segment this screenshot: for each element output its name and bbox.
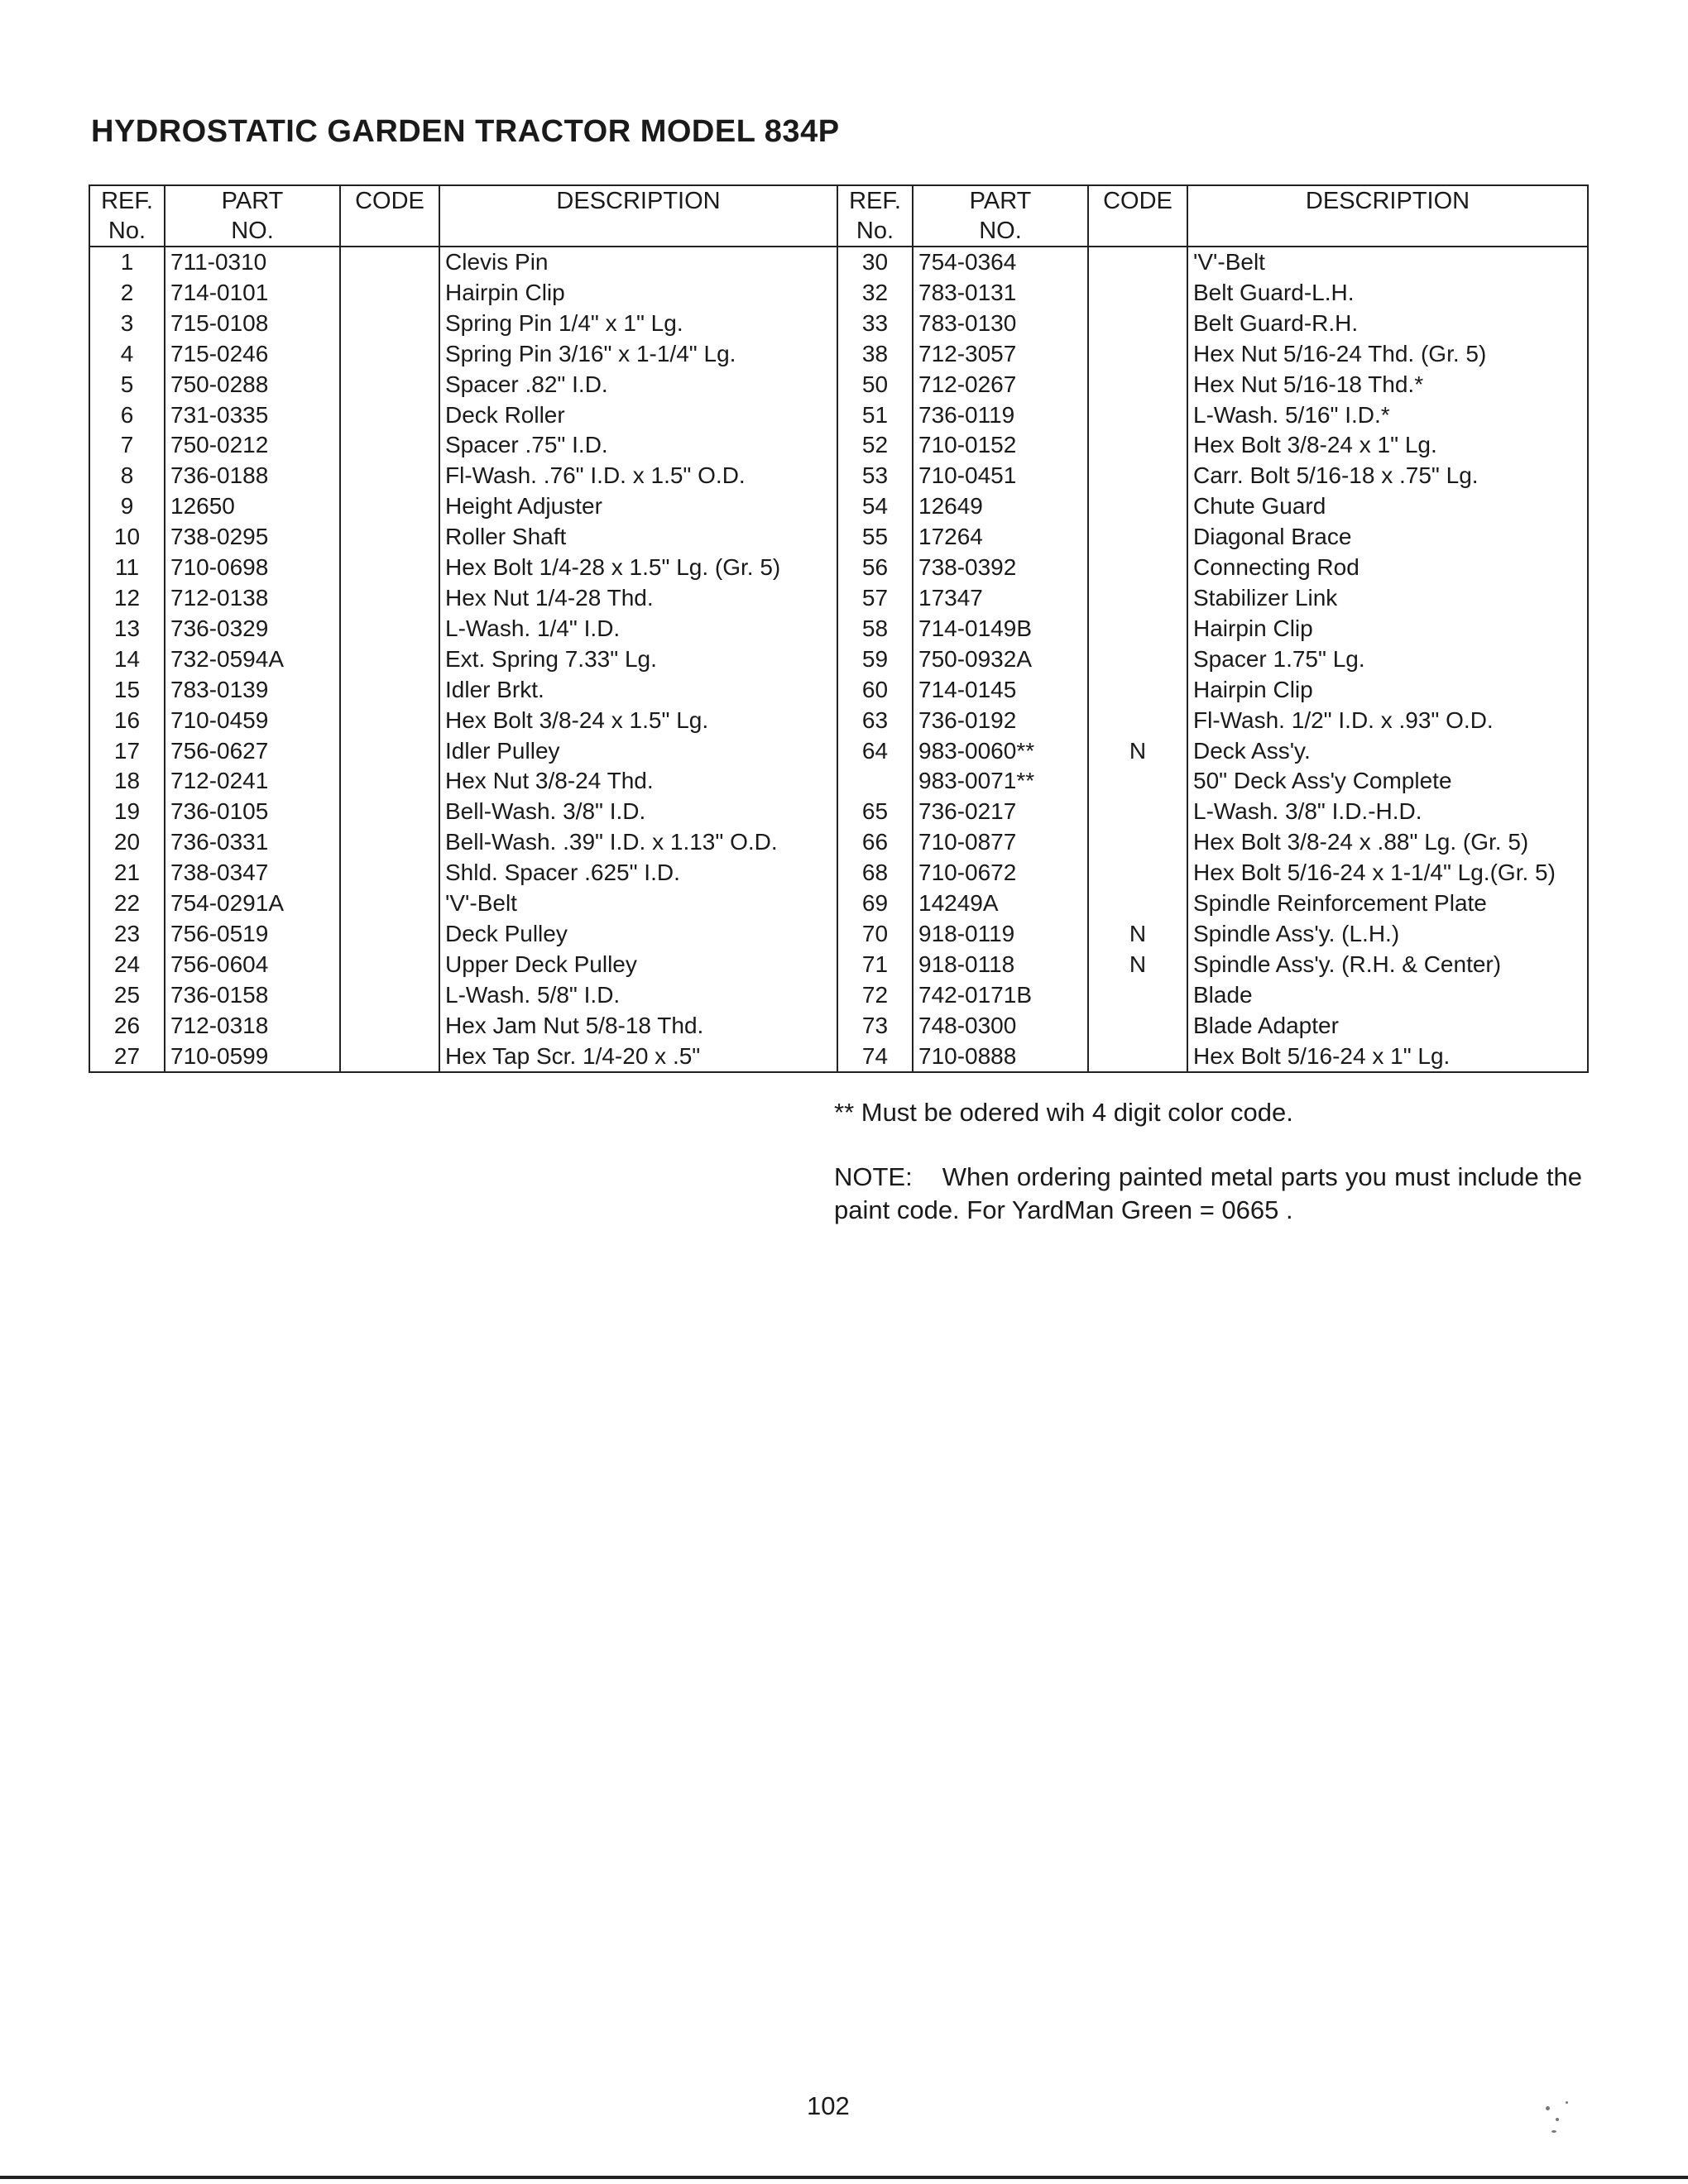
table-row xyxy=(89,491,1588,522)
part-cell-left: 738-0347 xyxy=(165,858,340,888)
part-cell-right: 736-0119 xyxy=(913,400,1088,431)
description-cell-left: Shld. Spacer .625" I.D. xyxy=(439,858,837,888)
header-part-right: PART NO. xyxy=(913,185,1088,247)
code-cell-left xyxy=(340,766,439,797)
part-cell-right: 712-0267 xyxy=(913,370,1088,400)
ref-cell-left: 17 xyxy=(89,736,165,767)
ref-cell-right: 54 xyxy=(837,491,913,522)
description-cell-left: Ext. Spring 7.33" Lg. xyxy=(439,644,837,675)
code-cell-left xyxy=(340,430,439,461)
description-cell-right: Belt Guard-R.H. xyxy=(1187,309,1588,339)
scan-speck xyxy=(1551,2130,1556,2133)
ref-cell-right: 69 xyxy=(837,888,913,919)
description-cell-left: L-Wash. 1/4" I.D. xyxy=(439,614,837,644)
code-cell-right xyxy=(1088,797,1187,827)
scan-speck xyxy=(1546,2106,1550,2110)
description-cell-left: L-Wash. 5/8" I.D. xyxy=(439,980,837,1011)
part-cell-right: 742-0171B xyxy=(913,980,1088,1011)
code-cell-left xyxy=(340,858,439,888)
description-cell-left: Roller Shaft xyxy=(439,522,837,553)
part-cell-left: 12650 xyxy=(165,491,340,522)
table-row xyxy=(89,706,1588,736)
ref-cell-left: 8 xyxy=(89,461,165,491)
table-header-row xyxy=(89,185,1588,247)
description-cell-right: L-Wash. 5/16" I.D.* xyxy=(1187,400,1588,431)
ref-cell-left: 27 xyxy=(89,1042,165,1073)
header-code-left: CODE xyxy=(340,185,439,247)
description-cell-left: Upper Deck Pulley xyxy=(439,950,837,980)
description-cell-right: Stabilizer Link xyxy=(1187,583,1588,614)
bottom-rule xyxy=(0,2176,1688,2179)
code-cell-right xyxy=(1088,309,1187,339)
code-cell-right xyxy=(1088,644,1187,675)
part-cell-left: 736-0188 xyxy=(165,461,340,491)
ref-cell-left: 12 xyxy=(89,583,165,614)
ref-cell-right: 64 xyxy=(837,736,913,767)
ref-cell-right: 57 xyxy=(837,583,913,614)
description-cell-right: Hex Bolt 5/16-24 x 1" Lg. xyxy=(1187,1042,1588,1073)
description-cell-right: Connecting Rod xyxy=(1187,553,1588,583)
table-row xyxy=(89,309,1588,339)
table-row xyxy=(89,919,1588,950)
description-cell-left: Deck Pulley xyxy=(439,919,837,950)
description-cell-right: Spindle Ass'y. (L.H.) xyxy=(1187,919,1588,950)
part-cell-right: 983-0071** xyxy=(913,766,1088,797)
parts-table xyxy=(89,184,1589,1073)
header-part-left: PART NO. xyxy=(165,185,340,247)
ref-cell-right: 65 xyxy=(837,797,913,827)
ref-cell-right: 58 xyxy=(837,614,913,644)
part-cell-left: 712-0318 xyxy=(165,1011,340,1042)
table-row xyxy=(89,950,1588,980)
ref-cell-right: 51 xyxy=(837,400,913,431)
part-cell-right: 12649 xyxy=(913,491,1088,522)
code-cell-left xyxy=(340,827,439,858)
description-cell-right: Chute Guard xyxy=(1187,491,1588,522)
part-cell-left: 736-0329 xyxy=(165,614,340,644)
ref-cell-left: 18 xyxy=(89,766,165,797)
table-row xyxy=(89,858,1588,888)
description-cell-left: Spring Pin 1/4" x 1" Lg. xyxy=(439,309,837,339)
code-cell-left xyxy=(340,370,439,400)
code-cell-left xyxy=(340,1042,439,1073)
ref-cell-left: 6 xyxy=(89,400,165,431)
scan-speck xyxy=(1556,2118,1559,2121)
table-row xyxy=(89,1011,1588,1042)
part-cell-right: 17264 xyxy=(913,522,1088,553)
description-cell-left: Spacer .75" I.D. xyxy=(439,430,837,461)
description-cell-left: Clevis Pin xyxy=(439,247,837,278)
part-cell-left: 710-0698 xyxy=(165,553,340,583)
code-cell-right xyxy=(1088,400,1187,431)
part-cell-right: 710-0877 xyxy=(913,827,1088,858)
ref-cell-left: 26 xyxy=(89,1011,165,1042)
description-cell-right: Deck Ass'y. xyxy=(1187,736,1588,767)
page-title: HYDROSTATIC GARDEN TRACTOR MODEL 834P xyxy=(91,114,840,149)
ref-cell-right: 55 xyxy=(837,522,913,553)
description-cell-right: Blade Adapter xyxy=(1187,1011,1588,1042)
part-cell-left: 756-0627 xyxy=(165,736,340,767)
description-cell-left: Height Adjuster xyxy=(439,491,837,522)
code-cell-right xyxy=(1088,858,1187,888)
code-cell-right xyxy=(1088,278,1187,309)
description-cell-left: 'V'-Belt xyxy=(439,888,837,919)
part-cell-right: 783-0130 xyxy=(913,309,1088,339)
table-row xyxy=(89,797,1588,827)
code-cell-right xyxy=(1088,370,1187,400)
description-cell-left: Spacer .82" I.D. xyxy=(439,370,837,400)
ref-cell-left: 24 xyxy=(89,950,165,980)
description-cell-left: Spring Pin 3/16" x 1-1/4" Lg. xyxy=(439,339,837,370)
description-cell-right: Belt Guard-L.H. xyxy=(1187,278,1588,309)
part-cell-right: 710-0152 xyxy=(913,430,1088,461)
description-cell-right: 'V'-Belt xyxy=(1187,247,1588,278)
ref-cell-right: 70 xyxy=(837,919,913,950)
ref-cell-right xyxy=(837,766,913,797)
table-row xyxy=(89,247,1588,278)
description-cell-left: Hairpin Clip xyxy=(439,278,837,309)
description-cell-left: Idler Brkt. xyxy=(439,675,837,706)
header-description-right: DESCRIPTION xyxy=(1187,185,1588,247)
ref-cell-right: 74 xyxy=(837,1042,913,1073)
code-cell-left xyxy=(340,950,439,980)
description-cell-right: Carr. Bolt 5/16-18 x .75" Lg. xyxy=(1187,461,1588,491)
paint-code-note xyxy=(834,1161,1582,1227)
description-cell-left: Hex Tap Scr. 1/4-20 x .5" xyxy=(439,1042,837,1073)
code-cell-left xyxy=(340,919,439,950)
code-cell-right xyxy=(1088,706,1187,736)
description-cell-left: Fl-Wash. .76" I.D. x 1.5" O.D. xyxy=(439,461,837,491)
table-row xyxy=(89,736,1588,767)
description-cell-left: Bell-Wash. 3/8" I.D. xyxy=(439,797,837,827)
table-row xyxy=(89,553,1588,583)
table-row xyxy=(89,522,1588,553)
code-cell-right xyxy=(1088,430,1187,461)
code-cell-left xyxy=(340,675,439,706)
part-cell-left: 710-0599 xyxy=(165,1042,340,1073)
part-cell-left: 712-0241 xyxy=(165,766,340,797)
code-cell-right xyxy=(1088,675,1187,706)
table-row xyxy=(89,430,1588,461)
part-cell-right: 736-0192 xyxy=(913,706,1088,736)
ref-cell-left: 14 xyxy=(89,644,165,675)
code-cell-left xyxy=(340,797,439,827)
part-cell-right: 750-0932A xyxy=(913,644,1088,675)
description-cell-right: Blade xyxy=(1187,980,1588,1011)
ref-cell-right: 32 xyxy=(837,278,913,309)
code-cell-right xyxy=(1088,980,1187,1011)
part-cell-left: 756-0519 xyxy=(165,919,340,950)
description-cell-left: Hex Bolt 1/4-28 x 1.5" Lg. (Gr. 5) xyxy=(439,553,837,583)
description-cell-left: Hex Nut 3/8-24 Thd. xyxy=(439,766,837,797)
description-cell-right: Diagonal Brace xyxy=(1187,522,1588,553)
ref-cell-left: 4 xyxy=(89,339,165,370)
ref-cell-right: 38 xyxy=(837,339,913,370)
part-cell-left: 738-0295 xyxy=(165,522,340,553)
part-cell-left: 736-0105 xyxy=(165,797,340,827)
code-cell-right xyxy=(1088,461,1187,491)
ref-cell-right: 68 xyxy=(837,858,913,888)
ref-cell-left: 2 xyxy=(89,278,165,309)
code-cell-left xyxy=(340,888,439,919)
part-cell-right: 783-0131 xyxy=(913,278,1088,309)
ref-cell-right: 60 xyxy=(837,675,913,706)
ref-cell-left: 5 xyxy=(89,370,165,400)
code-cell-right xyxy=(1088,888,1187,919)
part-cell-left: 711-0310 xyxy=(165,247,340,278)
code-cell-left xyxy=(340,1011,439,1042)
ref-cell-right: 56 xyxy=(837,553,913,583)
description-cell-right: Hex Bolt 5/16-24 x 1-1/4" Lg.(Gr. 5) xyxy=(1187,858,1588,888)
part-cell-left: 756-0604 xyxy=(165,950,340,980)
code-cell-right xyxy=(1088,1011,1187,1042)
description-cell-right: Spindle Reinforcement Plate xyxy=(1187,888,1588,919)
ref-cell-left: 3 xyxy=(89,309,165,339)
code-cell-left xyxy=(340,309,439,339)
ref-cell-left: 15 xyxy=(89,675,165,706)
part-cell-right: 918-0118 xyxy=(913,950,1088,980)
code-cell-right xyxy=(1088,339,1187,370)
ref-cell-right: 30 xyxy=(837,247,913,278)
ref-cell-right: 73 xyxy=(837,1011,913,1042)
code-cell-left xyxy=(340,278,439,309)
scan-speck xyxy=(1566,2101,1568,2104)
part-cell-right: 983-0060** xyxy=(913,736,1088,767)
part-cell-left: 736-0331 xyxy=(165,827,340,858)
ref-cell-left: 21 xyxy=(89,858,165,888)
ref-cell-left: 1 xyxy=(89,247,165,278)
description-cell-right: Fl-Wash. 1/2" I.D. x .93" O.D. xyxy=(1187,706,1588,736)
description-cell-right: Hairpin Clip xyxy=(1187,675,1588,706)
ref-cell-right: 33 xyxy=(837,309,913,339)
ref-cell-left: 22 xyxy=(89,888,165,919)
part-cell-right: 710-0451 xyxy=(913,461,1088,491)
part-cell-left: 736-0158 xyxy=(165,980,340,1011)
description-cell-left: Idler Pulley xyxy=(439,736,837,767)
code-cell-right xyxy=(1088,491,1187,522)
description-cell-right: Hex Bolt 3/8-24 x .88" Lg. (Gr. 5) xyxy=(1187,827,1588,858)
part-cell-left: 712-0138 xyxy=(165,583,340,614)
ref-cell-left: 9 xyxy=(89,491,165,522)
part-cell-left: 715-0246 xyxy=(165,339,340,370)
description-cell-left: Hex Jam Nut 5/8-18 Thd. xyxy=(439,1011,837,1042)
part-cell-right: 17347 xyxy=(913,583,1088,614)
part-cell-left: 710-0459 xyxy=(165,706,340,736)
ref-cell-left: 23 xyxy=(89,919,165,950)
code-cell-right xyxy=(1088,827,1187,858)
description-cell-right: Spindle Ass'y. (R.H. & Center) xyxy=(1187,950,1588,980)
ref-cell-left: 13 xyxy=(89,614,165,644)
description-cell-right: 50" Deck Ass'y Complete xyxy=(1187,766,1588,797)
ref-cell-left: 25 xyxy=(89,980,165,1011)
code-cell-right xyxy=(1088,614,1187,644)
description-cell-left: Bell-Wash. .39" I.D. x 1.13" O.D. xyxy=(439,827,837,858)
description-cell-right: Hex Nut 5/16-18 Thd.* xyxy=(1187,370,1588,400)
ref-cell-right: 59 xyxy=(837,644,913,675)
table-row xyxy=(89,1042,1588,1073)
code-cell-left xyxy=(340,553,439,583)
description-cell-right: Spacer 1.75" Lg. xyxy=(1187,644,1588,675)
part-cell-left: 732-0594A xyxy=(165,644,340,675)
ref-cell-right: 66 xyxy=(837,827,913,858)
description-cell-left: Hex Bolt 3/8-24 x 1.5" Lg. xyxy=(439,706,837,736)
ref-cell-right: 52 xyxy=(837,430,913,461)
table-row xyxy=(89,980,1588,1011)
note-text: When ordering painted metal parts you must include the paint code. For YardMan Green = 0665 . xyxy=(834,1162,1582,1224)
code-cell-left xyxy=(340,706,439,736)
code-cell-right xyxy=(1088,522,1187,553)
part-cell-right: 710-0888 xyxy=(913,1042,1088,1073)
part-cell-right: 748-0300 xyxy=(913,1011,1088,1042)
code-cell-right xyxy=(1088,553,1187,583)
code-cell-left xyxy=(340,644,439,675)
code-cell-left xyxy=(340,980,439,1011)
header-ref-right: REF. No. xyxy=(837,185,913,247)
description-cell-right: Hairpin Clip xyxy=(1187,614,1588,644)
part-cell-right: 738-0392 xyxy=(913,553,1088,583)
description-cell-left: Hex Nut 1/4-28 Thd. xyxy=(439,583,837,614)
part-cell-right: 712-3057 xyxy=(913,339,1088,370)
code-cell-left xyxy=(340,614,439,644)
header-code-right: CODE xyxy=(1088,185,1187,247)
part-cell-left: 731-0335 xyxy=(165,400,340,431)
table-row xyxy=(89,675,1588,706)
code-cell-right xyxy=(1088,766,1187,797)
color-code-footnote: ** Must be odered wih 4 digit color code. xyxy=(834,1098,1293,1127)
ref-cell-left: 10 xyxy=(89,522,165,553)
description-cell-right: Hex Bolt 3/8-24 x 1" Lg. xyxy=(1187,430,1588,461)
code-cell-right xyxy=(1088,583,1187,614)
code-cell-left xyxy=(340,339,439,370)
part-cell-right: 714-0149B xyxy=(913,614,1088,644)
code-cell-left xyxy=(340,491,439,522)
code-cell-right: N xyxy=(1088,919,1187,950)
code-cell-left xyxy=(340,522,439,553)
page-number: 102 xyxy=(807,2091,850,2120)
table-row xyxy=(89,827,1588,858)
description-cell-left: Deck Roller xyxy=(439,400,837,431)
ref-cell-right: 71 xyxy=(837,950,913,980)
ref-cell-left: 11 xyxy=(89,553,165,583)
part-cell-right: 918-0119 xyxy=(913,919,1088,950)
ref-cell-left: 7 xyxy=(89,430,165,461)
part-cell-left: 750-0288 xyxy=(165,370,340,400)
ref-cell-left: 19 xyxy=(89,797,165,827)
header-description-left: DESCRIPTION xyxy=(439,185,837,247)
description-cell-right: Hex Nut 5/16-24 Thd. (Gr. 5) xyxy=(1187,339,1588,370)
table-row xyxy=(89,614,1588,644)
part-cell-left: 714-0101 xyxy=(165,278,340,309)
ref-cell-left: 16 xyxy=(89,706,165,736)
ref-cell-right: 72 xyxy=(837,980,913,1011)
table-row xyxy=(89,339,1588,370)
ref-cell-right: 50 xyxy=(837,370,913,400)
table-row xyxy=(89,766,1588,797)
code-cell-right xyxy=(1088,1042,1187,1073)
code-cell-left xyxy=(340,461,439,491)
code-cell-left xyxy=(340,400,439,431)
table-row xyxy=(89,278,1588,309)
part-cell-left: 783-0139 xyxy=(165,675,340,706)
code-cell-left xyxy=(340,583,439,614)
table-row xyxy=(89,888,1588,919)
table-row xyxy=(89,461,1588,491)
ref-cell-right: 53 xyxy=(837,461,913,491)
code-cell-right xyxy=(1088,247,1187,278)
code-cell-right: N xyxy=(1088,736,1187,767)
code-cell-right: N xyxy=(1088,950,1187,980)
table-row xyxy=(89,583,1588,614)
code-cell-left xyxy=(340,247,439,278)
note-label: NOTE: xyxy=(834,1162,913,1191)
part-cell-right: 736-0217 xyxy=(913,797,1088,827)
part-cell-right: 714-0145 xyxy=(913,675,1088,706)
ref-cell-left: 20 xyxy=(89,827,165,858)
part-cell-left: 750-0212 xyxy=(165,430,340,461)
part-cell-left: 715-0108 xyxy=(165,309,340,339)
part-cell-left: 754-0291A xyxy=(165,888,340,919)
table-row xyxy=(89,400,1588,431)
part-cell-right: 710-0672 xyxy=(913,858,1088,888)
part-cell-right: 754-0364 xyxy=(913,247,1088,278)
ref-cell-right: 63 xyxy=(837,706,913,736)
part-cell-right: 14249A xyxy=(913,888,1088,919)
table-row xyxy=(89,370,1588,400)
table-row xyxy=(89,644,1588,675)
code-cell-left xyxy=(340,736,439,767)
header-ref-left: REF. No. xyxy=(89,185,165,247)
description-cell-right: L-Wash. 3/8" I.D.-H.D. xyxy=(1187,797,1588,827)
